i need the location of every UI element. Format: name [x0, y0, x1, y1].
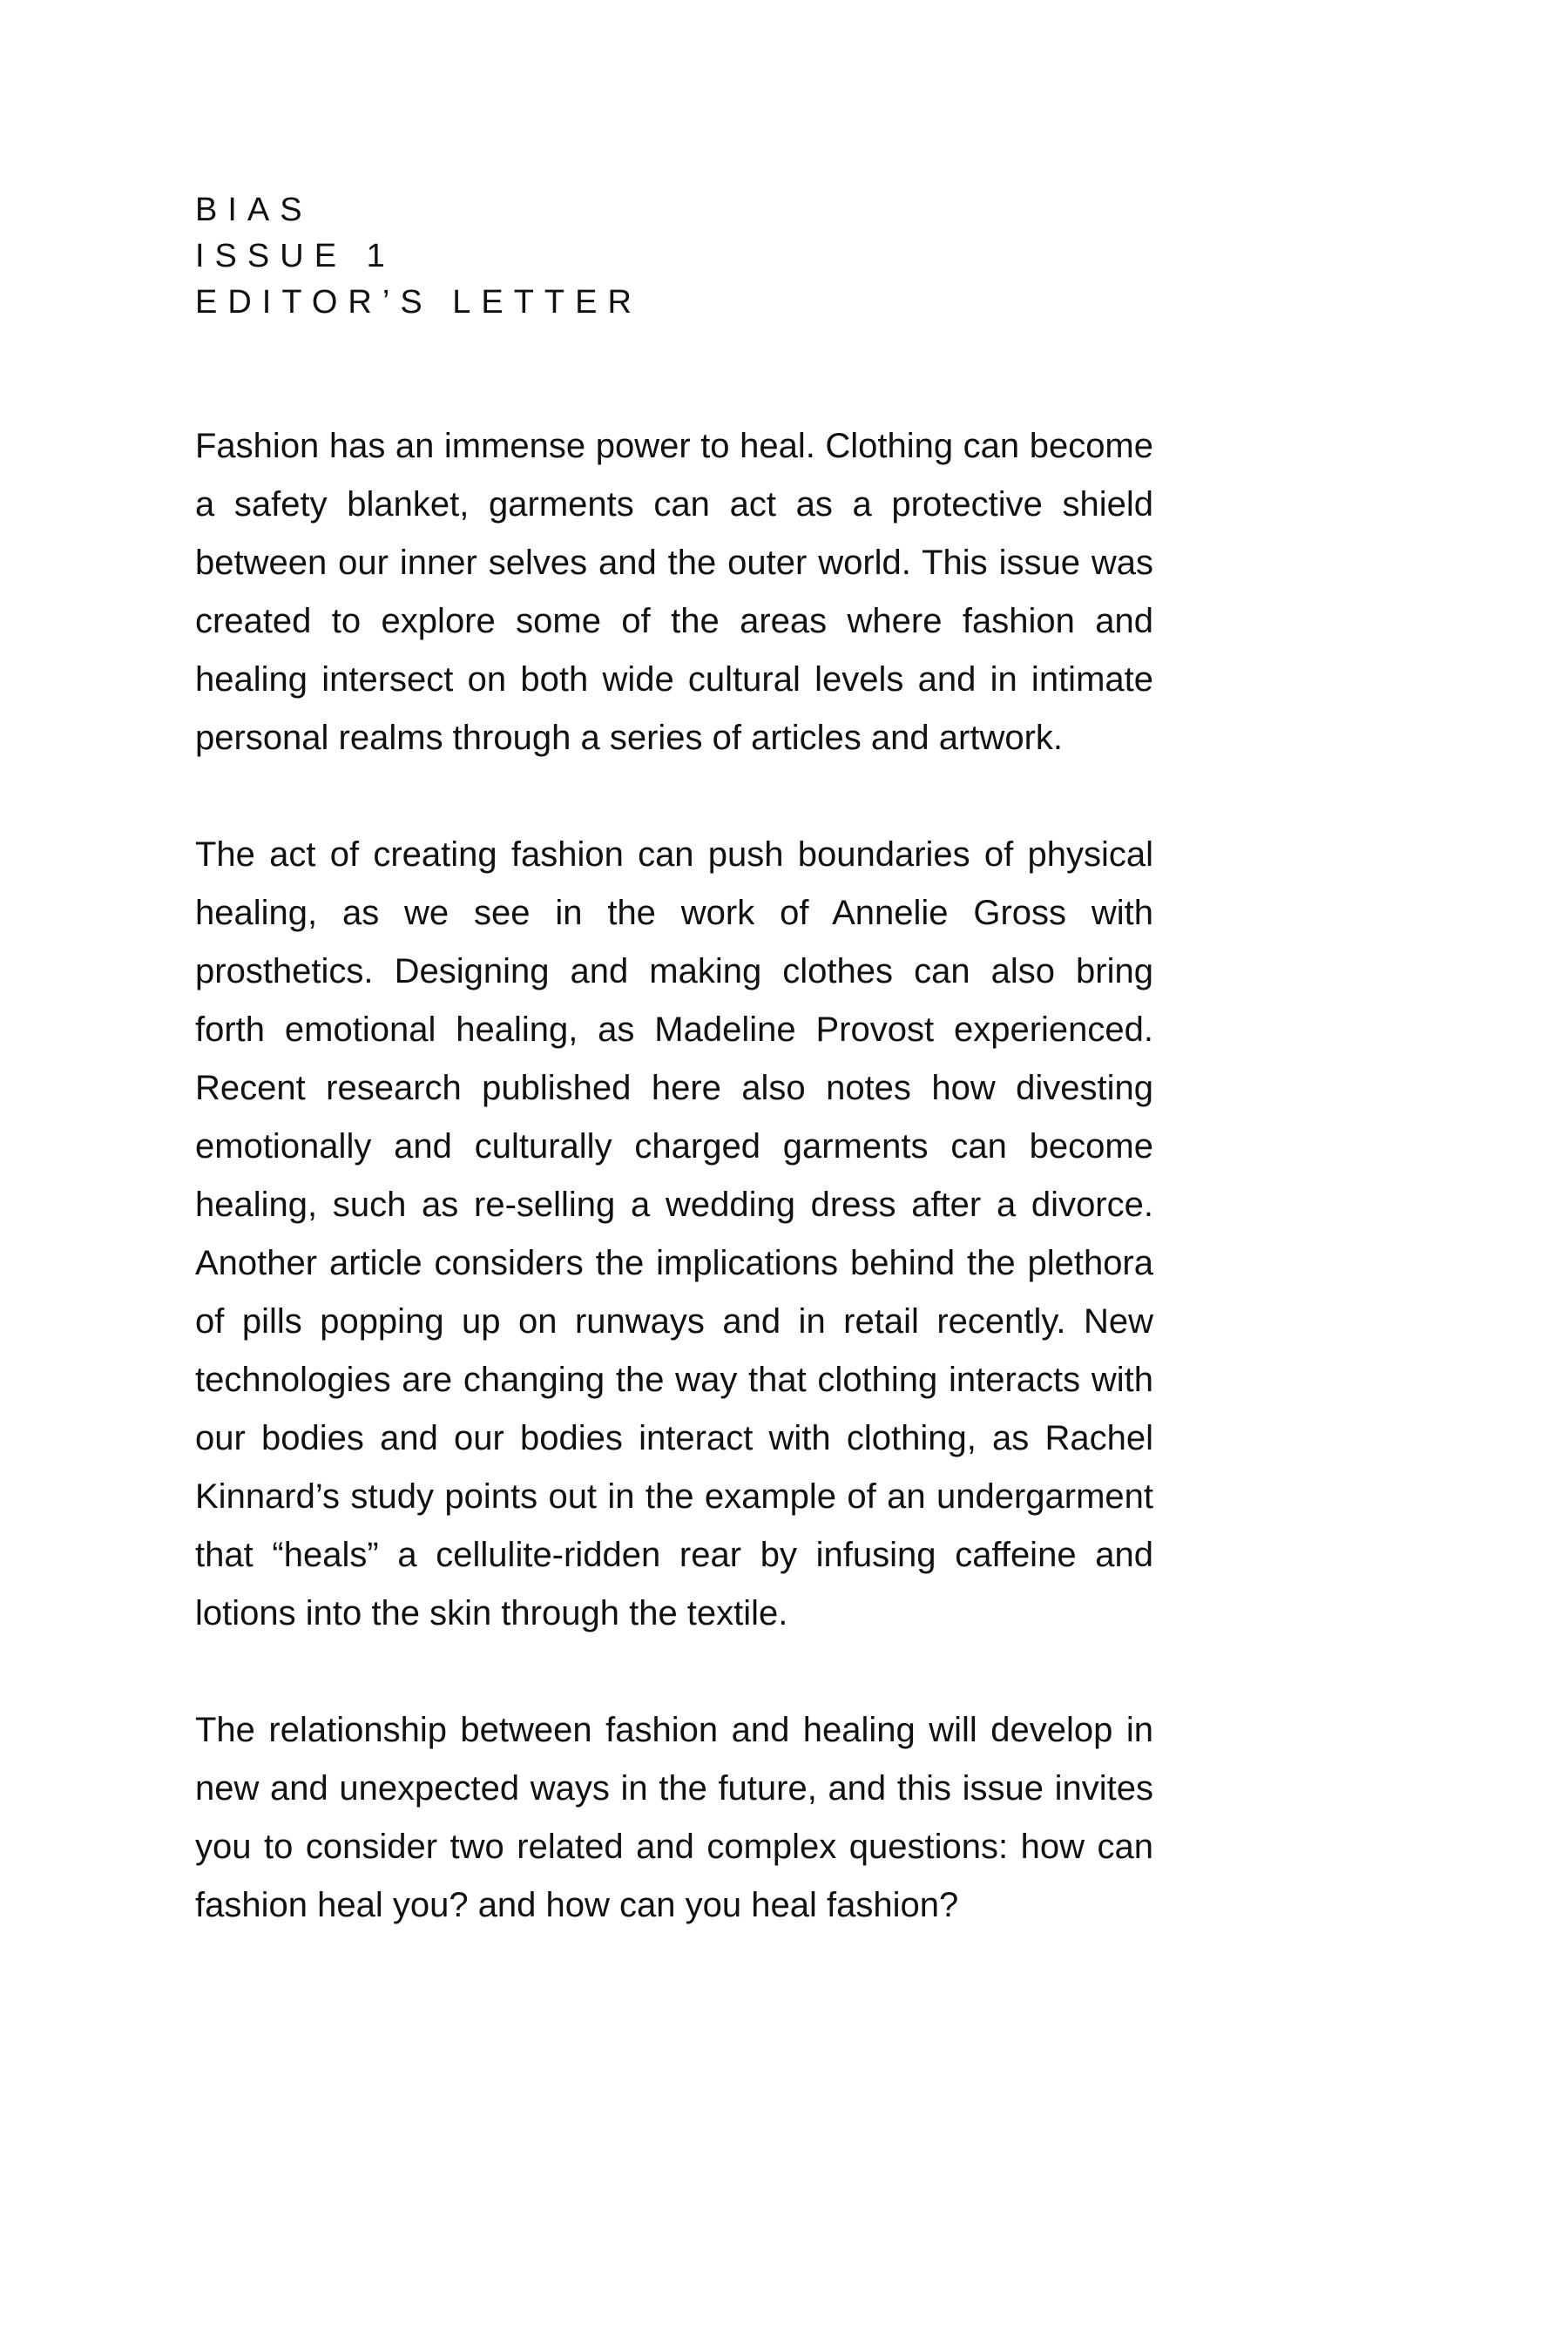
letter-body [195, 417, 1153, 1935]
editors-letter-page [195, 187, 1153, 1935]
paragraph-examples: The act of creating fashion can push boundaries of physical healing, as we see in the work of Annelie Gross with prosthetics. Designing and making clothes can also bring forth emotional healing, as Madeline Provost experienced. Recent research published here also notes how divesting emotionally and culturally charged garments can become healing, such as re-selling a wedding dress after a divorce. Another article considers the implications behind the plethora of pills popping up on runways and in retail recently. New technologies are changing the way that clothing interacts with our bodies and our bodies interact with clothing, as Rachel Kinnard’s study points out in the example of an undergarment that “heals” a cellulite-ridden rear by infusing caffeine and lotions into the skin through the textile. [195, 835, 1153, 1632]
paragraph-intro: Fashion has an immense power to heal. Clothing can become a safety blanket, garments can act as a protective shield between our inner selves and the outer world. This issue was created to explore some of the areas where fashion and healing intersect on both wide cultural levels and in intimate personal realms through a series of articles and artwork. [195, 427, 1153, 757]
issue-number: ISSUE 1 [195, 238, 395, 274]
paragraph-conclusion: The relationship between fashion and healing will develop in new and unexpected ways in the future, and this issue invites you to consider two related and complex questions: how can fashion heal you? and how can you heal fashion? [195, 1711, 1153, 1924]
letter-header [195, 187, 1153, 326]
section-title: EDITOR’S LETTER [195, 284, 642, 321]
publication-title: BIAS [195, 192, 313, 228]
